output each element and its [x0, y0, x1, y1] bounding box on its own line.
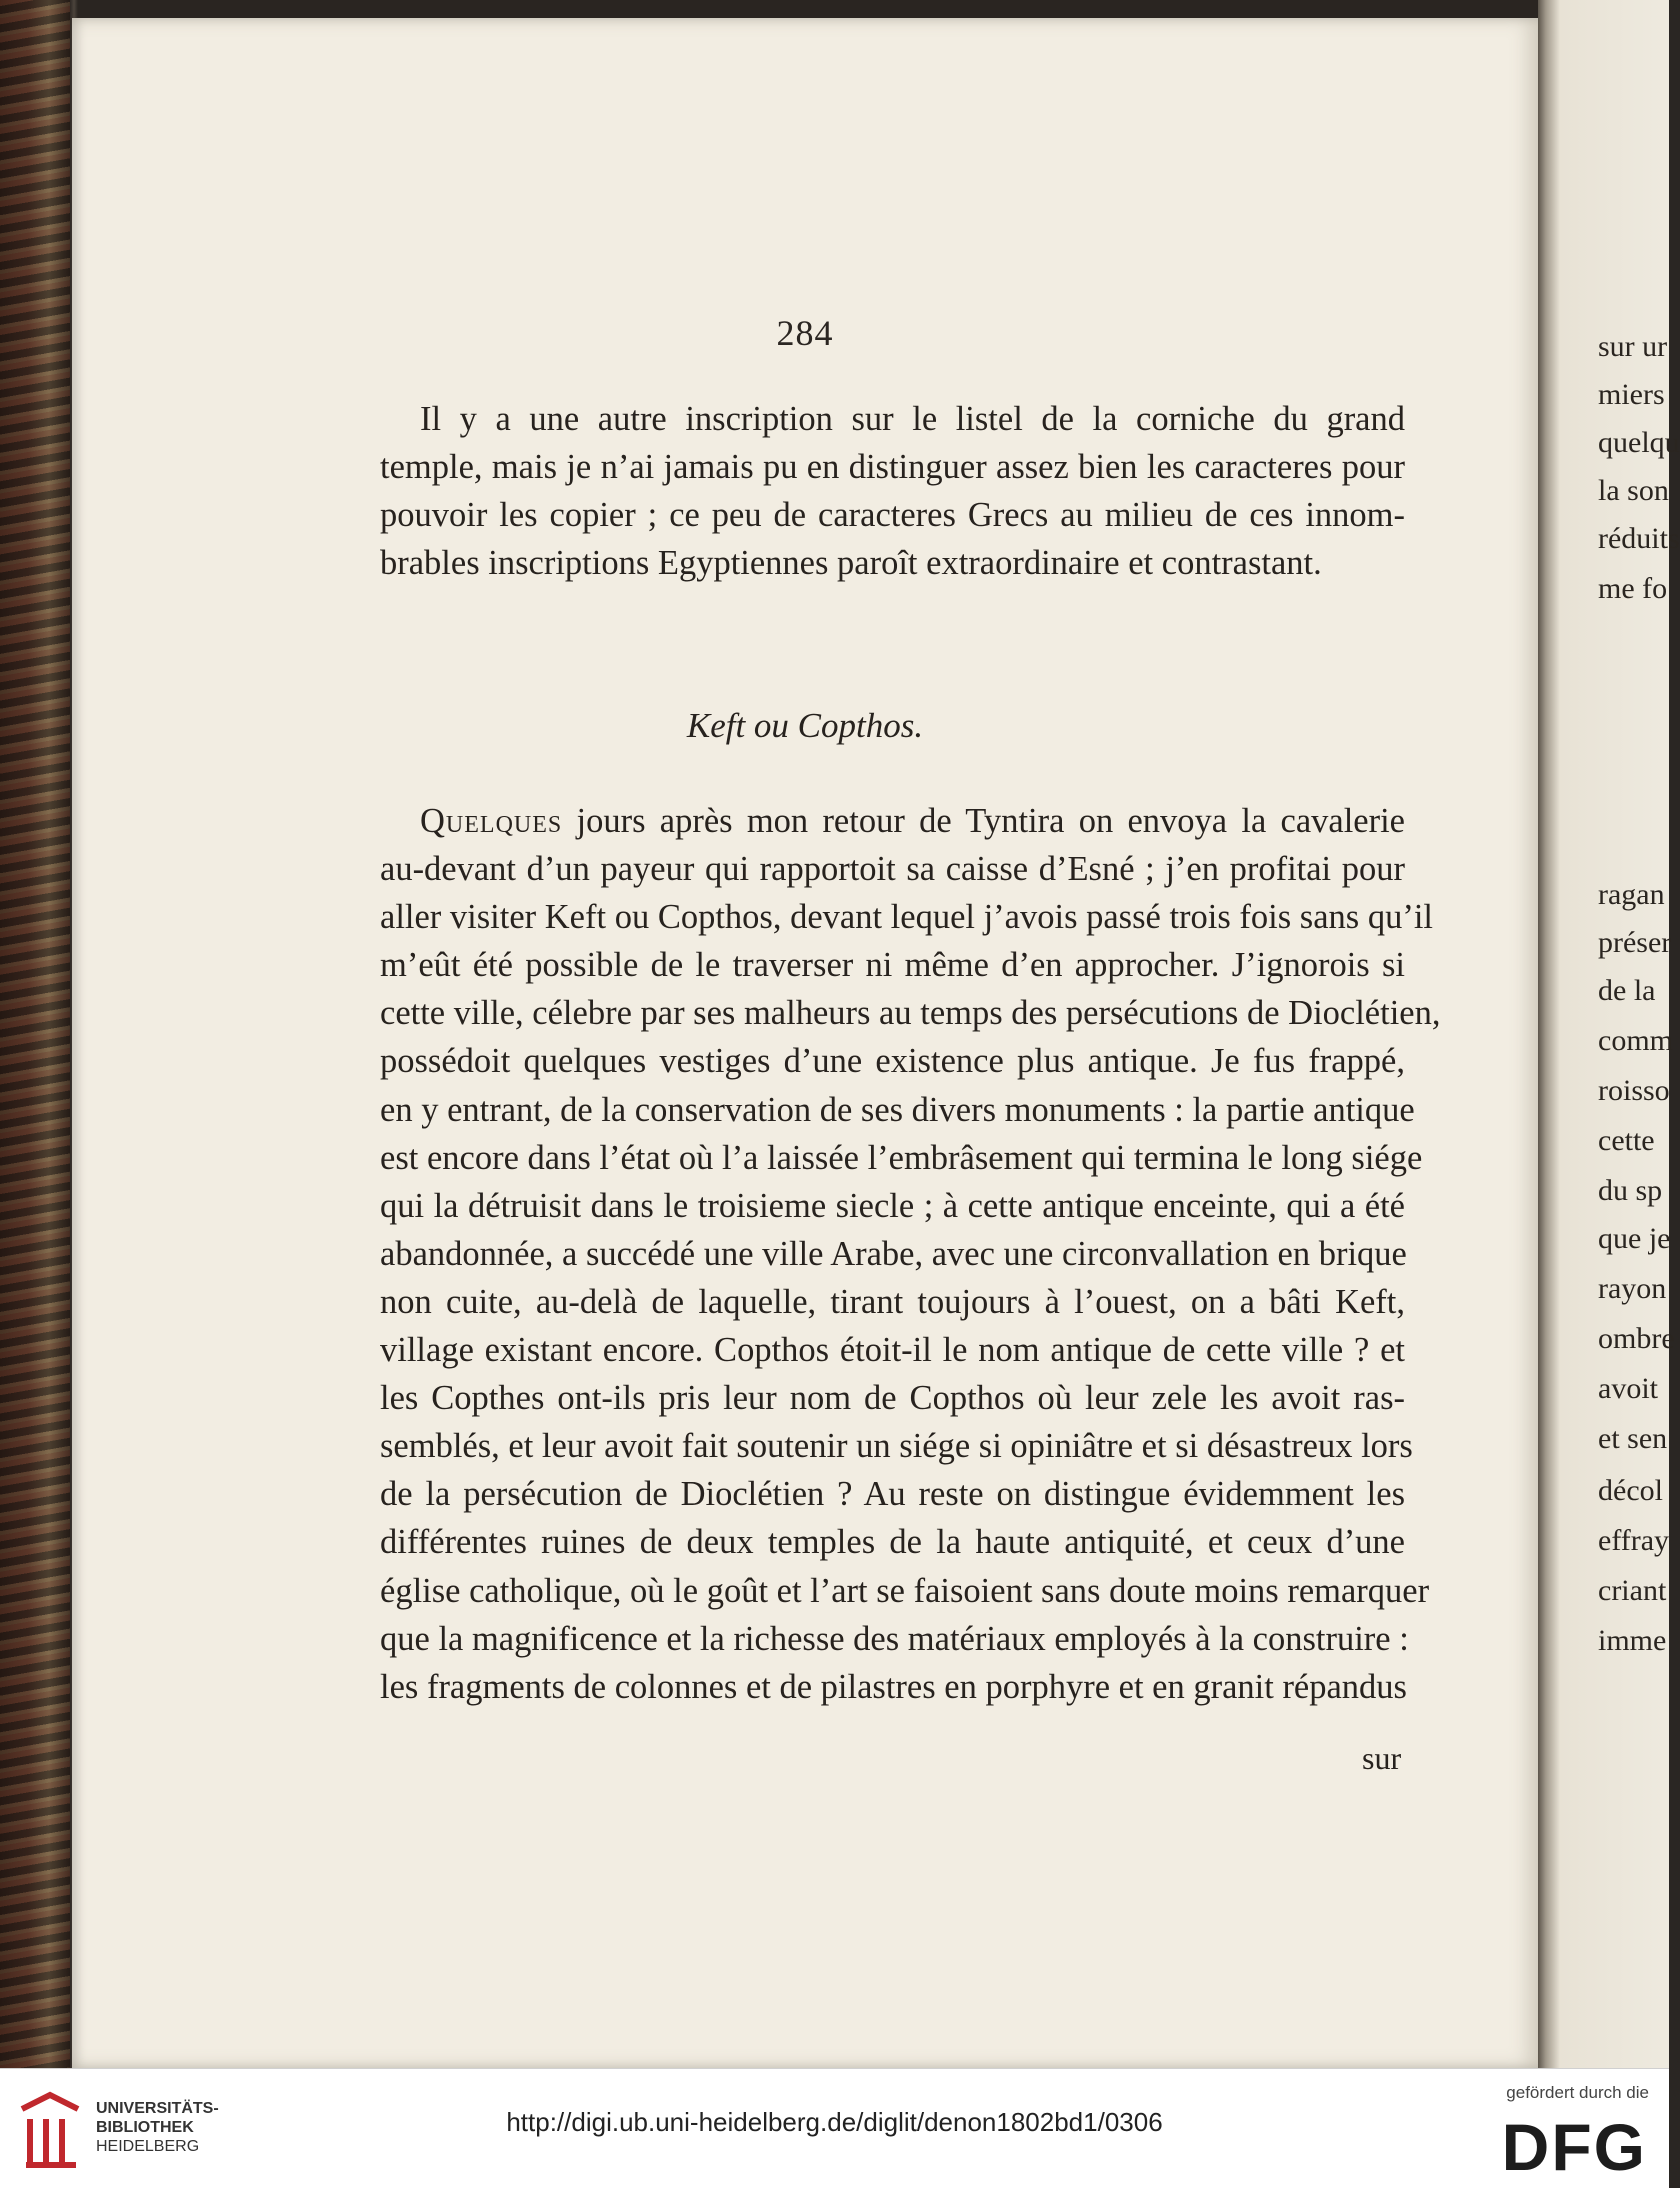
catchword: sur: [1362, 1740, 1402, 1776]
facing-page-word: miers: [1598, 378, 1665, 411]
facing-page-word: roisso: [1598, 1074, 1670, 1107]
text-line: Il y a une autre inscription sur le listel de la corniche du grand: [420, 400, 1405, 438]
text-line: temple, mais je n’ai jamais pu en distinguer assez bien les caracteres pour: [380, 448, 1405, 486]
facing-page-word: me fo: [1598, 572, 1668, 605]
institution-line: UNIVERSITÄTS-: [96, 2100, 219, 2117]
text-line: m’eût été possible de le traverser ni même d’en approcher. J’ignorois si: [380, 946, 1405, 984]
text-line: aller visiter Keft ou Copthos, devant lequel j’avois passé trois fois sans qu’il: [380, 898, 1434, 936]
institution-line: HEIDELBERG: [96, 2138, 200, 2155]
facing-page-word: préser: [1598, 926, 1672, 959]
funded-by-label: gefördert durch die: [1506, 2083, 1649, 2102]
facing-page-word: la son: [1598, 474, 1669, 507]
facing-page-edge: [1538, 0, 1680, 2068]
viewer-footer: [0, 2068, 1669, 2188]
facing-page-word: effray: [1598, 1524, 1670, 1557]
facing-page-word: rayon: [1598, 1272, 1667, 1305]
text-line: église catholique, où le goût et l’art se faisoient sans doute moins remarquer: [380, 1572, 1430, 1610]
text-line: est encore dans l’état où l’a laissée l’embrâsement qui termina le long siége: [380, 1139, 1423, 1177]
text-line: cette ville, célebre par ses malheurs au temps des persécutions de Dioclétien,: [380, 994, 1441, 1032]
page-number: 284: [776, 313, 834, 353]
facing-page-word: et sen: [1598, 1422, 1668, 1455]
facing-page-word: avoit: [1598, 1372, 1658, 1405]
text-line: de la persécution de Dioclétien ? Au reste on distingue évidemment les: [380, 1475, 1405, 1513]
facing-page-word: cette: [1598, 1124, 1655, 1157]
facing-page-word: décol: [1598, 1474, 1663, 1507]
text-line: abandonnée, a succédé une ville Arabe, avec une circonvallation en brique: [380, 1235, 1407, 1273]
institution-line: BIBLIOTHEK: [96, 2119, 194, 2136]
text-line: brables inscriptions Egyptiennes paroît extraordinaire et contrastant.: [380, 544, 1322, 582]
text-line: village existant encore. Copthos étoit-il le nom antique de cette ville ? et: [380, 1331, 1405, 1369]
text-line: [420, 804, 1405, 839]
facing-page-word: criant: [1598, 1574, 1667, 1607]
facing-page-word: comm: [1598, 1024, 1673, 1057]
facing-page-word: imme: [1598, 1624, 1667, 1657]
facing-page-word: ombre: [1598, 1322, 1675, 1355]
facing-page-word: de la: [1598, 974, 1656, 1007]
book-page: [72, 18, 1538, 2068]
facing-page-word: du sp: [1598, 1174, 1663, 1207]
text-line: en y entrant, de la conservation de ses divers monuments : la partie antique: [380, 1091, 1415, 1129]
permalink-url[interactable]: http://digi.ub.uni-heidelberg.de/diglit/denon1802bd1/0306: [506, 2107, 1163, 2137]
first-line-rest: jours après mon retour de Tyntira on envoya la cavalerie: [562, 802, 1405, 840]
dfg-logo: DFG: [1501, 2110, 1647, 2184]
text-line: que la magnificence et la richesse des matériaux employés à la construire :: [380, 1620, 1409, 1658]
text-line: non cuite, au-delà de laquelle, tirant toujours à l’ouest, on a bâti Keft,: [380, 1283, 1405, 1321]
section-title: Keft ou Copthos.: [686, 706, 924, 745]
text-line: semblés, et leur avoit fait soutenir un siége si opiniâtre et si désastreux lors: [380, 1427, 1413, 1465]
book-spine-edge: [0, 0, 70, 2068]
text-line: les fragments de colonnes et de pilastres en porphyre et en granit répandus: [380, 1668, 1407, 1706]
text-line: possédoit quelques vestiges d’une existence plus antique. Je fus frappé,: [380, 1042, 1405, 1080]
facing-page-word: sur ur: [1598, 330, 1668, 363]
facing-page-word: réduits: [1598, 522, 1680, 555]
drop-lead-word: Quelques: [420, 802, 563, 840]
text-line: différentes ruines de deux temples de la haute antiquité, et ceux d’une: [380, 1523, 1405, 1561]
facing-page-word: ragan: [1598, 878, 1665, 911]
facing-page-word: quelqu: [1598, 426, 1680, 459]
facing-page-word: que je: [1598, 1222, 1671, 1255]
text-line: qui la détruisit dans le troisieme siecle ; à cette antique enceinte, qui a été: [380, 1187, 1405, 1225]
text-line: les Copthes ont-ils pris leur nom de Copthos où leur zele les avoit ras-: [380, 1379, 1405, 1417]
text-line: pouvoir les copier ; ce peu de caracteres Grecs au milieu de ces innom-: [380, 496, 1405, 534]
text-line: au-devant d’un payeur qui rapportoit sa caisse d’Esné ; j’en profitai pour: [380, 850, 1405, 888]
